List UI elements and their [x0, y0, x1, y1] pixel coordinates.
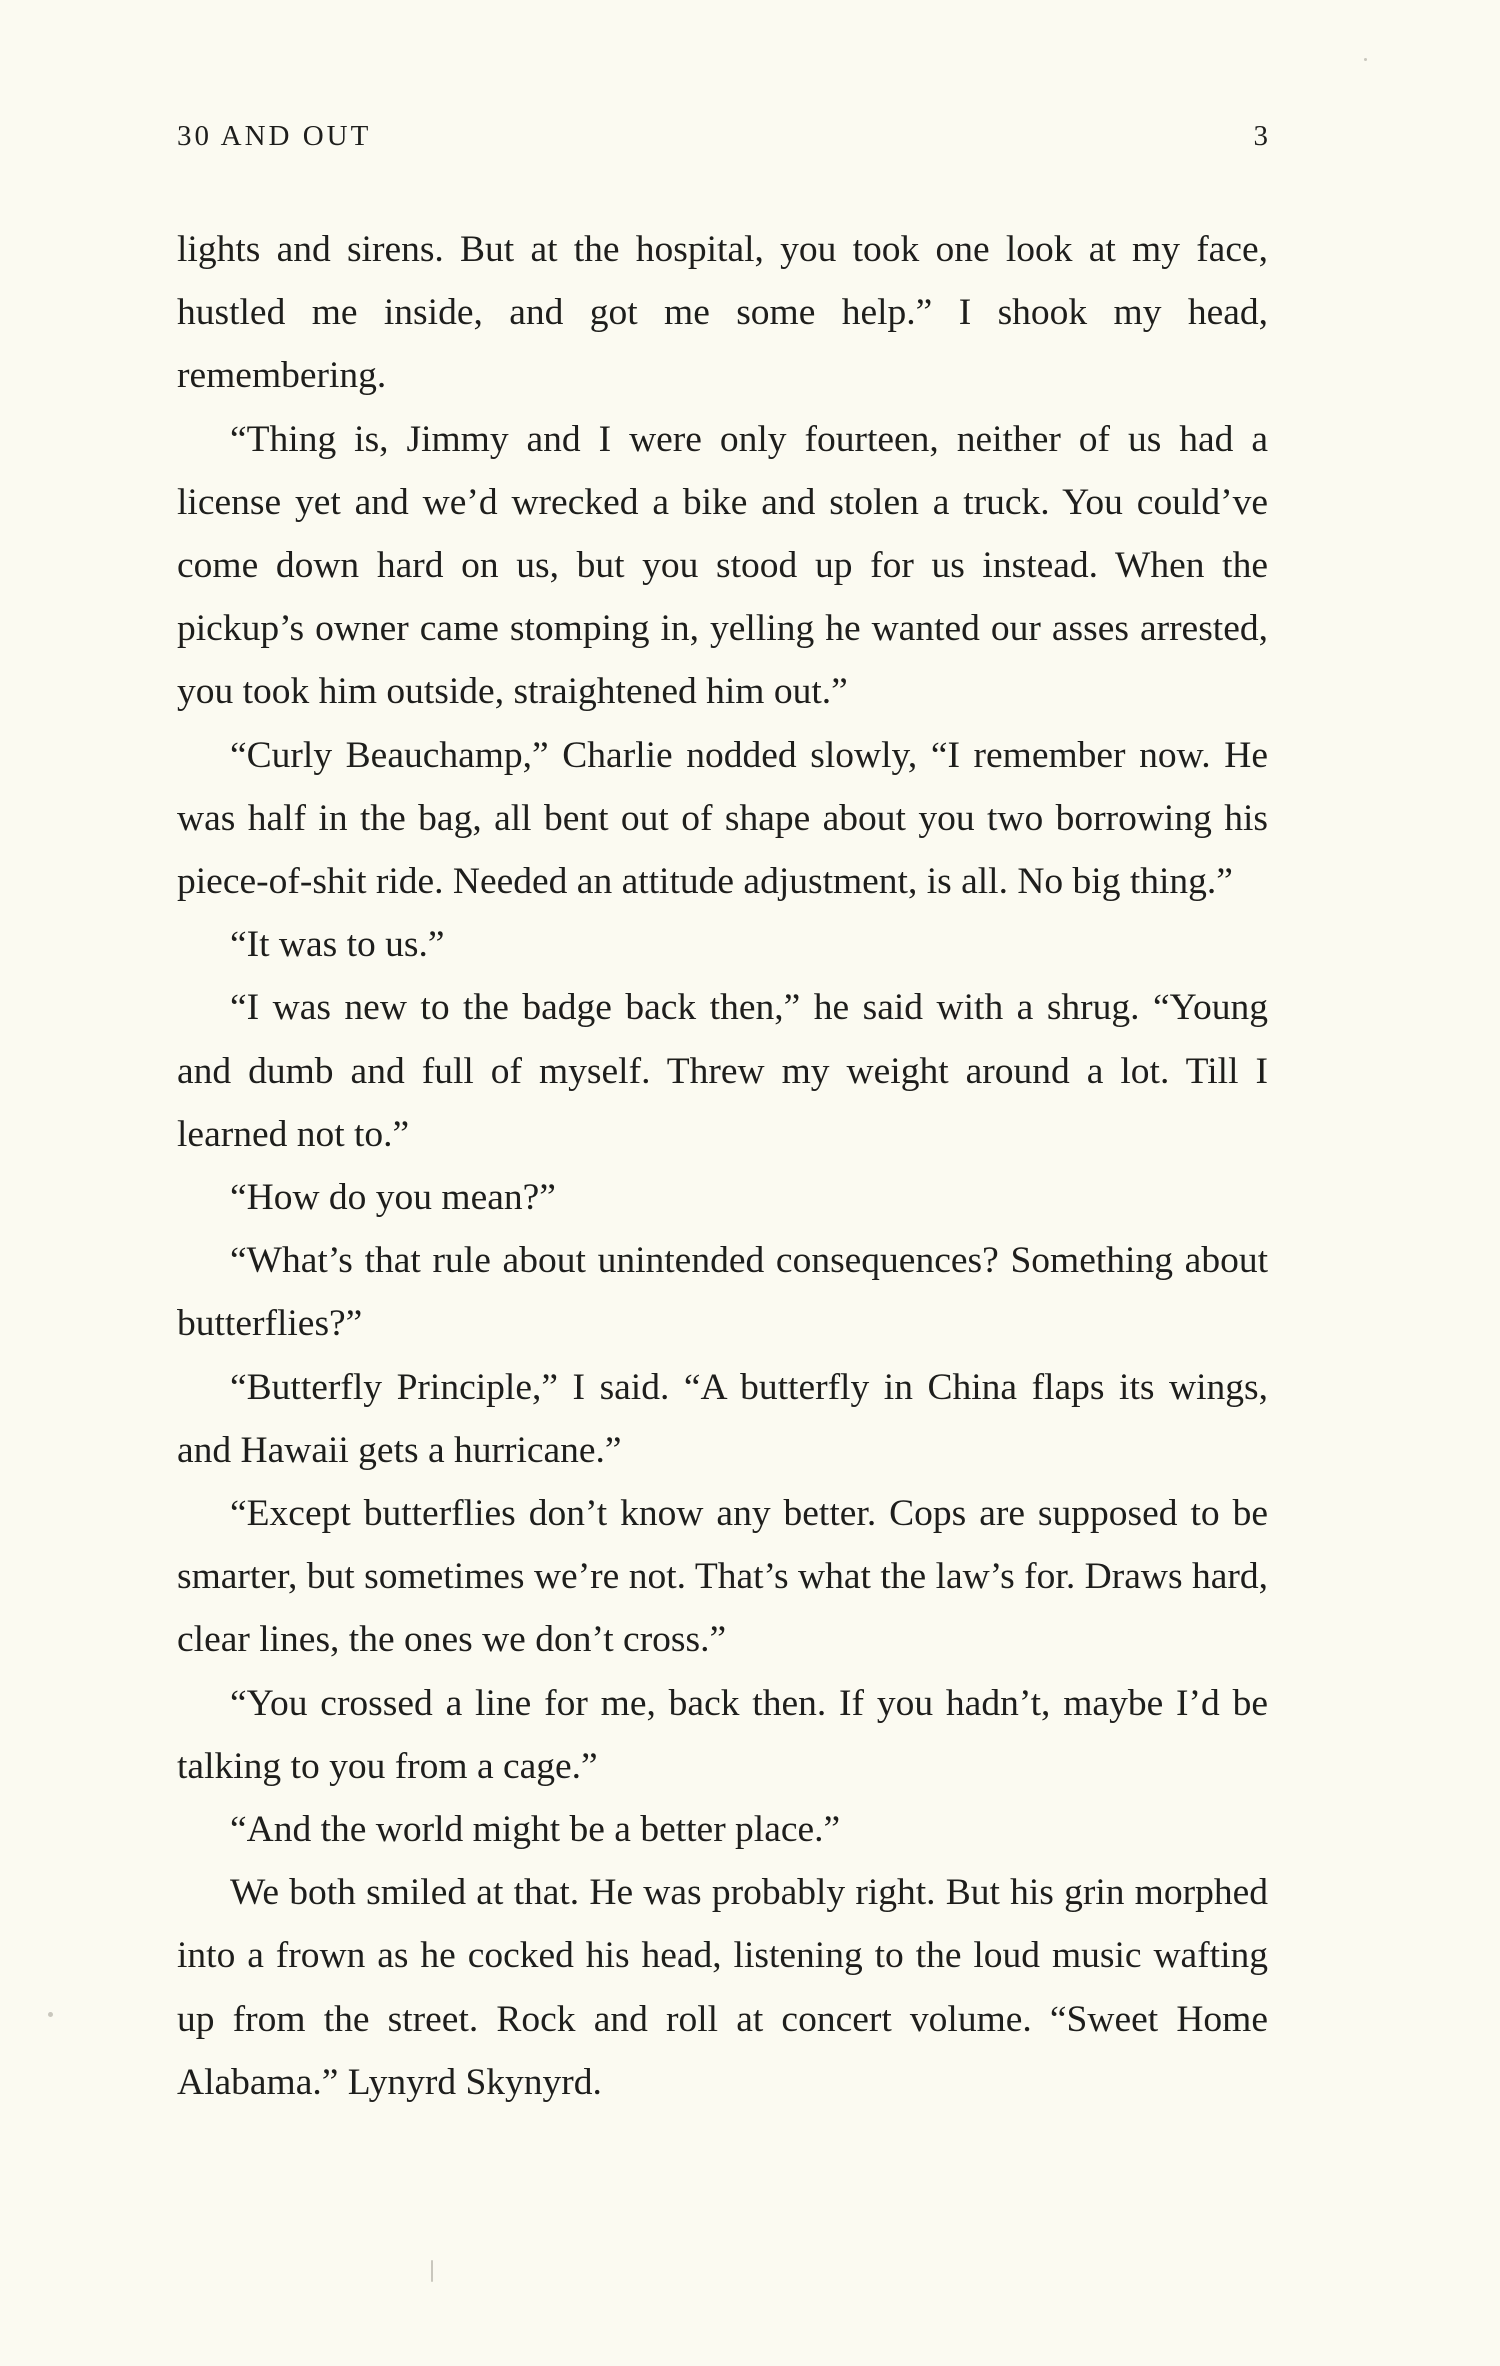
running-head	[177, 120, 1268, 160]
body-text	[177, 218, 1268, 2114]
page-number: 3	[1253, 120, 1268, 152]
paragraph: “You crossed a line for me, back then. If you hadn’t, maybe I’d be talking to you from a cage.”	[177, 1682, 1268, 1787]
paragraph: “What’s that rule about unintended consequences? Something about butterflies?”	[177, 1240, 1268, 1345]
paragraph: “I was new to the badge back then,” he said with a shrug. “Young and dumb and full of myself. Threw my weight around a lot. Till I learned not to.”	[177, 987, 1268, 1155]
paragraph: “Butterfly Principle,” I said. “A butterfly in China flaps its wings, and Hawaii gets a hurricane.”	[177, 1366, 1268, 1471]
paragraph: “It was to us.”	[230, 924, 445, 966]
paragraph: “Except butterflies don’t know any better. Cops are supposed to be smarter, but sometimes we’re not. That’s what the law’s for. Draws hard, clear lines, the ones we don’t cross.”	[177, 1493, 1268, 1661]
paragraph: We both smiled at that. He was probably right. But his grin morphed into a frown as he cocked his head, listening to the loud music wafting up from the street. Rock and roll at concert volume. “Sweet Home Alabama.” Lynyrd Skynyrd.	[177, 1872, 1268, 2103]
paragraph: “And the world might be a better place.”	[230, 1809, 841, 1851]
paragraph: “Curly Beauchamp,” Charlie nodded slowly, “I remember now. He was half in the bag, all bent out of shape about you two borrowing his piece-of-shit ride. Needed an attitude adjustment, is all. No big thing.”	[177, 734, 1268, 903]
paragraph: “Thing is, Jimmy and I were only fourteen, neither of us had a license yet and we’d wrecked a bike and stolen a truck. You could’ve come down hard on us, but you stood up for us instead. When the pickup’s owner came stomping in, yelling he wanted our asses arrested, you took him outside, straightened him out.”	[177, 418, 1268, 713]
scan-speck	[48, 2012, 53, 2017]
scan-speck	[1364, 58, 1367, 61]
running-title: 30 AND OUT	[177, 120, 372, 152]
paragraph: “How do you mean?”	[230, 1177, 556, 1219]
scan-speck	[431, 2260, 433, 2282]
paragraph: lights and sirens. But at the hospital, you took one look at my face, hustled me inside, and got me some help.” I shook my head, remembering.	[177, 229, 1268, 397]
